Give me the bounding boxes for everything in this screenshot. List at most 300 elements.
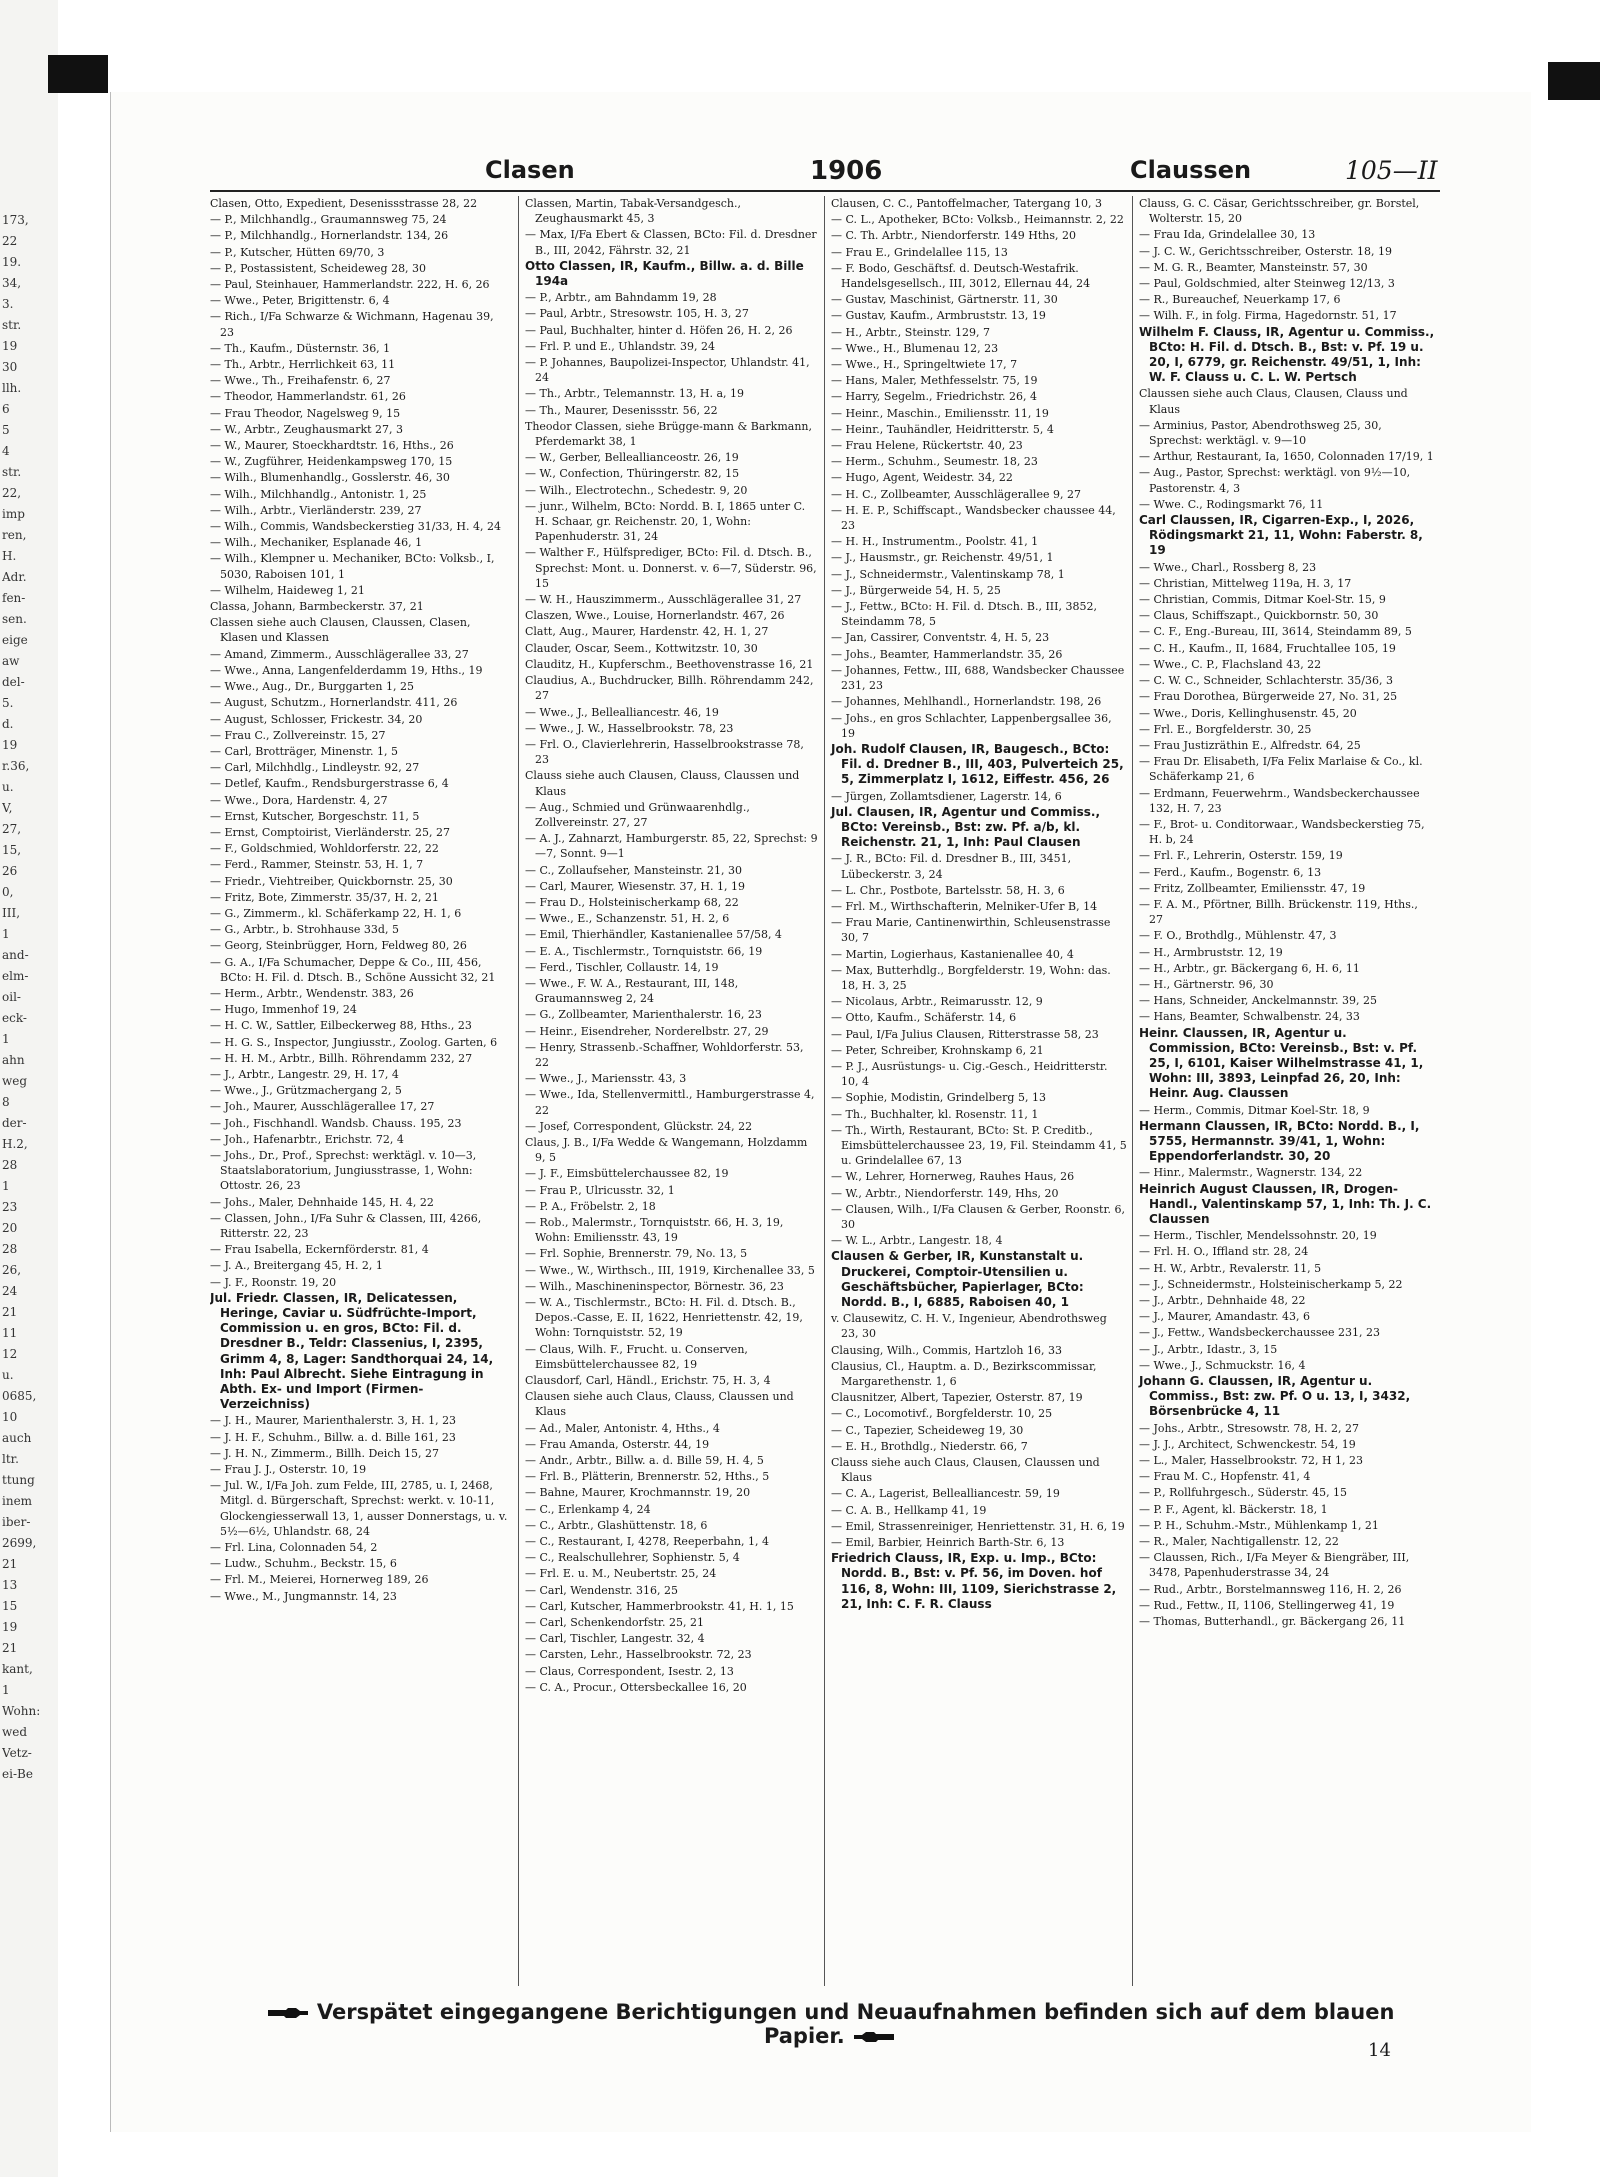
column-2 [518, 196, 821, 1986]
directory-entry: — C., Arbtr., Glashüttenstr. 18, 6 [525, 1518, 708, 1532]
directory-entry: — Frau Marie, Cantinenwirthin, Schleusenstrasse 30, 7 [831, 916, 1111, 945]
directory-entry: — R., Bureauchef, Neuerkamp 17, 6 [1139, 293, 1341, 307]
directory-entry: — Wwe., F. W. A., Restaurant, III, 148, Graumannsweg 2, 24 [525, 976, 739, 1006]
directory-entry: — Heinr., Tauhändler, Heidritterstr. 5, 4 [831, 422, 1054, 436]
directory-entry: — Fritz, Zollbeamter, Emiliensstr. 47, 19 [1139, 881, 1366, 895]
directory-entry: — Wwe., Doris, Kellinghusenstr. 45, 20 [1139, 706, 1357, 720]
directory-entry: — Frl. P. und E., Uhlandstr. 39, 24 [525, 339, 715, 353]
strip-fragment: del- [2, 675, 25, 689]
strip-fragment: 5 [2, 423, 10, 437]
header-right-name: Claussen [1130, 156, 1252, 184]
directory-entry: — Wilh., Milchhandlg., Antonistr. 1, 25 [210, 487, 427, 501]
page-header [210, 150, 1440, 190]
directory-entry: — P., Milchhandlg., Graumannsweg 75, 24 [210, 213, 447, 227]
directory-entry: — Frl. Sophie, Brennerstr. 79, No. 13, 5 [525, 1247, 748, 1261]
directory-entry: — J., Schneidermstr., Holsteinischerkamp 5, 22 [1139, 1277, 1403, 1291]
directory-entry: — Th., Arbtr., Herrlichkeit 63, 11 [210, 358, 396, 372]
directory-entry: — Heinr., Maschin., Emiliensstr. 11, 19 [831, 406, 1049, 420]
directory-entry: — F., Goldschmied, Wohldorferstr. 22, 22 [210, 842, 439, 856]
directory-entry: — C., Locomotivf., Borgfelderstr. 10, 25 [831, 1407, 1053, 1421]
directory-entry: — Herm., Schuhm., Seumestr. 18, 23 [831, 455, 1038, 469]
directory-entry: Jul. Clausen, IR, Agentur und Commiss., BCto: Vereinsb., Bst: zw. Pf. a/b, kl. Reichenstr. 21, 1, Inh: Paul Clausen [831, 804, 1101, 850]
directory-entry: — P., Postassistent, Scheideweg 28, 30 [210, 261, 427, 275]
directory-entry: — junr., Wilhelm, BCto: Nordd. B. I, 1865 unter C. H. Schaar, gr. Reichenstr. 20, 1, Wohn: Papenhuderstr. 31, 24 [525, 499, 806, 544]
directory-entry: Clasen, Otto, Expedient, Desenissstrasse 28, 22 [210, 197, 478, 210]
directory-entry: — Ludw., Schuhm., Beckstr. 15, 6 [210, 1557, 397, 1571]
directory-entry: — F. Bodo, Geschäftsf. d. Deutsch-Westafrik. Handelsgesellsch., III, 3012, Ellernau 44, 24 [831, 261, 1091, 291]
directory-entry: — Rud., Arbtr., Borstelmannsweg 116, H. 2, 26 [1139, 1582, 1402, 1596]
strip-fragment: 30 [2, 360, 18, 374]
directory-entry: — J., Fettw., Wandsbeckerchaussee 231, 23 [1139, 1326, 1381, 1340]
directory-entry: Jul. Friedr. Classen, IR, Delicatessen, Heringe, Caviar u. Südfrüchte-Import, Commission u. en gros, BCto: Fil. d. Dresdner B., Teldr: Classenius, I, 2395, Grimm 4, 8, Lager: Sandthorquai 24, 14, Inh: Paul Albrecht. Siehe Eintragung in Abth. Ex- und Import (Firmen-Verzeichniss) [210, 1290, 494, 1412]
directory-entry: — Frl. H. O., Iffland str. 28, 24 [1139, 1245, 1309, 1259]
strip-fragment: 8 [2, 1095, 10, 1109]
header-left-name: Clasen [485, 156, 575, 184]
directory-entry: — J. F., Roonstr. 19, 20 [210, 1275, 337, 1289]
directory-entry: — Johannes, Mehlhandl., Hornerlandstr. 198, 26 [831, 695, 1102, 709]
strip-fragment: 20 [2, 1221, 18, 1235]
directory-entry: — Bahne, Maurer, Krochmannstr. 19, 20 [525, 1486, 751, 1500]
directory-entry: — Wilh., Blumenhandlg., Gosslerstr. 46, 30 [210, 471, 450, 485]
directory-entry: — Sophie, Modistin, Grindelberg 5, 13 [831, 1091, 1046, 1105]
strip-fragment: ren, [2, 528, 27, 542]
strip-fragment: iber- [2, 1515, 31, 1529]
strip-fragment: 173, [2, 213, 29, 227]
directory-entry: — Hugo, Agent, Weidestr. 34, 22 [831, 471, 1013, 485]
directory-entry: — Claus, Correspondent, Isestr. 2, 13 [525, 1664, 734, 1678]
strip-fragment: d. [2, 717, 14, 731]
directory-entry: Clausen & Gerber, IR, Kunstanstalt u. Druckerei, Comptoir-Utensilien u. Geschäftsbücher, Papierlager, BCto: Nordd. B., I, 6885, Raboisen 40, 1 [831, 1249, 1084, 1310]
directory-entry: Johann G. Claussen, IR, Agentur u. Commiss., Bst: zw. Pf. O u. 13, I, 3432, Börsenbrücke 4, 11 [1139, 1374, 1411, 1419]
directory-entry: — W. L., Arbtr., Langestr. 18, 4 [831, 1234, 1003, 1248]
strip-fragment: 5. [2, 696, 14, 710]
directory-entry: — J., Arbtr., Dehnhaide 48, 22 [1139, 1294, 1306, 1308]
strip-fragment: inem [2, 1494, 33, 1508]
directory-entry: — C. A., Lagerist, Bellealliancestr. 59, 19 [831, 1487, 1060, 1501]
strip-fragment: llh. [2, 381, 22, 395]
directory-entry: — Henry, Strassenb.-Schaffner, Wohldorferstr. 53, 22 [525, 1040, 804, 1069]
directory-entry: — P., Arbtr., am Bahndamm 19, 28 [525, 291, 717, 305]
strip-fragment: 19 [2, 738, 18, 752]
directory-entry: — W., Maurer, Stoeckhardtstr. 16, Hths., 26 [210, 439, 454, 453]
directory-entry: — Peter, Schreiber, Krohnskamp 6, 21 [831, 1043, 1044, 1057]
strip-fragment: 26 [2, 864, 18, 878]
directory-entry: — Hugo, Immenhof 19, 24 [210, 1003, 357, 1017]
directory-entry: — Arminius, Pastor, Abendrothsweg 25, 30, Sprechst: werktägl. v. 9—10 [1139, 418, 1382, 448]
directory-entry: — Herm., Tischler, Mendelssohnstr. 20, 19 [1139, 1229, 1377, 1243]
directory-entry: — H., Armbruststr. 12, 19 [1139, 945, 1283, 959]
directory-entry: — Otto, Kaufm., Schäferstr. 14, 6 [831, 1011, 1017, 1025]
directory-entry: Wilhelm F. Clauss, IR, Agentur u. Commiss., BCto: H. Fil. d. Dtsch. B., Bst: v. Pf. 19 u. 20, I, 6779, gr. Reichenstr. 49/51, 1, Inh: W. F. Clauss u. C. L. W. Pertsch [1139, 324, 1435, 385]
directory-entry: — Carl, Tischler, Langestr. 32, 4 [525, 1632, 705, 1646]
directory-entry: — Emil, Strassenreiniger, Henriettenstr. 31, H. 6, 19 [831, 1519, 1125, 1533]
directory-entry: — Hans, Maler, Methfesselstr. 75, 19 [831, 374, 1038, 388]
strip-fragment: 6 [2, 402, 10, 416]
directory-entry: Otto Classen, IR, Kaufm., Billw. a. d. Bille 194a [525, 258, 804, 289]
directory-entry: — Johs., Maler, Dehnhaide 145, H. 4, 22 [210, 1195, 434, 1209]
directory-entry: Theodor Classen, siehe Brügge-mann & Barkmann, Pferdemarkt 38, 1 [525, 419, 813, 449]
directory-entry: — Carl, Milchhdlg., Lindleystr. 92, 27 [210, 761, 420, 775]
directory-entry: — Joh., Maurer, Ausschlägerallee 17, 27 [210, 1100, 435, 1114]
directory-entry: Claszen, Wwe., Louise, Hornerlandstr. 467, 26 [525, 609, 785, 623]
directory-entry: — H., Arbtr., gr. Bäckergang 6, H. 6, 11 [1139, 961, 1360, 975]
strip-fragment: Vetz- [2, 1746, 32, 1760]
directory-entry: — L. Chr., Postbote, Bartelsstr. 58, H. 3, 6 [831, 883, 1065, 897]
directory-entry: — Carl, Schenkendorfstr. 25, 21 [525, 1616, 704, 1630]
header-page-number: 105—II [1345, 156, 1438, 185]
directory-entry: — J., Arbtr., Langestr. 29, H. 17, 4 [210, 1067, 399, 1081]
strip-fragment: 15 [2, 1599, 18, 1613]
directory-entry: — W. H., Hauszimmerm., Ausschlägerallee 31, 27 [525, 593, 802, 607]
directory-entry: — F. O., Brothdlg., Mühlenstr. 47, 3 [1139, 929, 1337, 943]
directory-entry: Claudius, A., Buchdrucker, Billh. Röhrendamm 242, 27 [525, 674, 814, 703]
strip-fragment: 19 [2, 339, 18, 353]
directory-entry: — Wwe., J. W., Hasselbrookstr. 78, 23 [525, 721, 734, 735]
directory-entry: — Wwe., Th., Freihafenstr. 6, 27 [210, 374, 391, 388]
strip-fragment: 4 [2, 444, 10, 458]
directory-entry: — Frau Amanda, Osterstr. 44, 19 [525, 1437, 710, 1451]
directory-entry: — Frau E., Grindelallee 115, 13 [831, 245, 1008, 259]
directory-entry: — Carsten, Lehr., Hasselbrookstr. 72, 23 [525, 1648, 752, 1662]
directory-entry: Classen, Martin, Tabak-Versandgesch., Zeughausmarkt 45, 3 [525, 197, 741, 226]
strip-fragment: 24 [2, 1284, 18, 1298]
directory-entry: — Ferd., Tischler, Collaustr. 14, 19 [525, 960, 719, 974]
strip-fragment: 1 [2, 1683, 10, 1697]
directory-entry: — J. J., Architect, Schwenckestr. 54, 19 [1139, 1437, 1356, 1451]
directory-entry: Heinr. Claussen, IR, Agentur u. Commission, BCto: Vereinsb., Bst: v. Pf. 25, I, 6101, Kaiser Wilhelmstrasse 41, 1, Wohn: III, 3893, Leinpfad 26, 20, Inh: Heinr. Aug. Claussen [1139, 1025, 1424, 1101]
directory-entry: — Rob., Malermstr., Tornquiststr. 66, H. 3, 19, Wohn: Emiliensstr. 43, 19 [525, 1216, 784, 1245]
strip-fragment: ttung [2, 1473, 35, 1487]
header-year: 1906 [810, 156, 883, 186]
directory-columns [210, 196, 1440, 1986]
directory-entry: Clausen, C. C., Pantoffelmacher, Tatergang 10, 3 [831, 197, 1103, 210]
strip-fragment: 28 [2, 1242, 18, 1256]
directory-entry: Claus, J. B., I/Fa Wedde & Wangemann, Holzdamm 9, 5 [525, 1135, 808, 1165]
directory-entry: — Carl, Brotträger, Minenstr. 1, 5 [210, 744, 399, 758]
strip-fragment: 19 [2, 1620, 18, 1634]
directory-entry: — J. H. N., Zimmerm., Billh. Deich 15, 27 [210, 1446, 440, 1460]
directory-entry: — Erdmann, Feuerwehrm., Wandsbeckerchaussee 132, H. 7, 23 [1139, 786, 1420, 815]
directory-entry: — H. C., Zollbeamter, Ausschlägerallee 9, 27 [831, 487, 1081, 501]
directory-entry: — F., Brot- u. Conditorwaar., Wandsbeckerstieg 75, H. b, 24 [1139, 817, 1425, 847]
directory-entry: — Wwe., Ida, Stellenvermittl., Hamburgerstrasse 4, 22 [525, 1088, 815, 1117]
directory-entry: — Wwe., Peter, Brigittenstr. 6, 4 [210, 294, 390, 308]
directory-entry: — G., Zollbeamter, Marienthalerstr. 16, 23 [525, 1008, 762, 1022]
directory-entry: — Wilh., Maschineninspector, Börnestr. 36, 23 [525, 1279, 784, 1293]
directory-entry: v. Clausewitz, C. H. V., Ingenieur, Abendrothsweg 23, 30 [831, 1312, 1107, 1341]
scan-tab-marker [48, 55, 108, 93]
strip-fragment: Wohn: [2, 1704, 40, 1718]
directory-entry: — E. A., Tischlermstr., Tornquiststr. 66, 19 [525, 944, 763, 958]
directory-entry: — Max, I/Fa Ebert & Classen, BCto: Fil. d. Dresdner B., III, 2042, Fährstr. 32, 21 [525, 228, 817, 257]
directory-entry: — Martin, Logierhaus, Kastanienallee 40, 4 [831, 947, 1074, 961]
directory-entry: Clauditz, H., Kupferschm., Beethovenstrasse 16, 21 [525, 657, 814, 671]
directory-entry: — August, Schlosser, Frickestr. 34, 20 [210, 712, 423, 726]
directory-entry: — W., Lehrer, Hornerweg, Rauhes Haus, 26 [831, 1170, 1075, 1184]
directory-entry: — Johs., Arbtr., Stresowstr. 78, H. 2, 27 [1139, 1421, 1360, 1435]
directory-entry: — Emil, Thierhändler, Kastanienallee 57/58, 4 [525, 928, 782, 942]
strip-fragment: 2699, [2, 1536, 37, 1550]
directory-entry: — Wilh., Klempner u. Mechaniker, BCto: Volksb., I, 5030, Raboisen 101, 1 [210, 552, 495, 581]
strip-fragment: 15, [2, 843, 22, 857]
strip-fragment: 27, [2, 822, 22, 836]
directory-entry: — Wilh., Electrotechn., Schedestr. 9, 20 [525, 483, 748, 497]
directory-entry: — J., Hausmstr., gr. Reichenstr. 49/51, 1 [831, 551, 1054, 565]
directory-entry: — Thomas, Butterhandl., gr. Bäckergang 26, 11 [1139, 1615, 1406, 1629]
directory-entry: — Frau M. C., Hopfenstr. 41, 4 [1139, 1470, 1311, 1484]
directory-entry: — M. G. R., Beamter, Mansteinstr. 57, 30 [1139, 260, 1368, 274]
directory-entry: — H. W., Arbtr., Revalerstr. 11, 5 [1139, 1261, 1322, 1275]
directory-entry: — Wwe., C. P., Flachsland 43, 22 [1139, 657, 1322, 671]
directory-entry: — Frau Dr. Elisabeth, I/Fa Felix Marlaise & Co., kl. Schäferkamp 21, 6 [1139, 755, 1423, 784]
directory-entry: — Frau Ida, Grindelallee 30, 13 [1139, 228, 1316, 242]
directory-entry: — Herm., Arbtr., Wendenstr. 383, 26 [210, 986, 414, 1000]
strip-fragment: 22 [2, 234, 18, 248]
directory-entry: — Johannes, Fettw., III, 688, Wandsbecker Chaussee 231, 23 [831, 663, 1125, 693]
directory-entry: — August, Schutzm., Hornerlandstr. 411, 26 [210, 696, 458, 710]
strip-fragment: 21 [2, 1557, 18, 1571]
directory-entry: Clausen siehe auch Claus, Clauss, Claussen und Klaus [525, 1390, 794, 1419]
directory-entry: — Johs., Dr., Prof., Sprechst: werktägl. v. 10—3, Staatslaboratorium, Jungiusstrasse, 1, Wohn: Ottostr. 26, 23 [210, 1148, 477, 1193]
strip-fragment: 0685, [2, 1389, 37, 1403]
directory-entry: — H. G. S., Inspector, Jungiusstr., Zoolog. Garten, 6 [210, 1035, 498, 1049]
directory-entry: — F. A. M., Pförtner, Billh. Brückenstr. 119, Hths., 27 [1139, 897, 1418, 927]
directory-entry: — C. F., Eng.-Bureau, III, 3614, Steindamm 89, 5 [1139, 625, 1412, 639]
strip-fragment: 11 [2, 1326, 18, 1340]
directory-entry: — Th., Arbtr., Telemannstr. 13, H. a, 19 [525, 387, 745, 401]
directory-entry: — P. F., Agent, kl. Bäckerstr. 18, 1 [1139, 1502, 1328, 1516]
strip-fragment: and- [2, 948, 29, 962]
directory-entry: Claussen siehe auch Claus, Clausen, Clauss und Klaus [1139, 387, 1408, 416]
directory-entry: Friedrich Clauss, IR, Exp. u. Imp., BCto: Nordd. B., Bst: v. Pf. 56, im Doven. hof 116, 8, Wohn: III, 1109, Sierichstrasse 2, 21, Inh: C. F. R. Clauss [831, 1551, 1117, 1611]
directory-entry: — Josef, Correspondent, Glückstr. 24, 22 [525, 1119, 753, 1133]
directory-entry: — J., Arbtr., Idastr., 3, 15 [1139, 1342, 1278, 1356]
pointing-hand-icon [266, 2005, 310, 2021]
column-1 [210, 196, 510, 1986]
strip-fragment: 3. [2, 297, 14, 311]
strip-fragment: 23 [2, 1200, 18, 1214]
directory-entry: Hermann Claussen, IR, BCto: Nordd. B., I, 5755, Hermannstr. 39/41, 1, Wohn: Eppendorferlandstr. 30, 20 [1139, 1118, 1420, 1164]
directory-entry: — W., Gerber, Belleallianceostr. 26, 19 [525, 451, 739, 465]
directory-entry: — P. Johannes, Baupolizei-Inspector, Uhlandstr. 41, 24 [525, 356, 810, 385]
directory-entry: — Frau J. J., Osterstr. 10, 19 [210, 1463, 367, 1477]
directory-entry: — Rich., I/Fa Schwarze & Wichmann, Hagenau 39, 23 [210, 310, 494, 339]
directory-entry: — Wilh., Commis, Wandsbeckerstieg 31/33, H. 4, 24 [210, 520, 502, 534]
strip-fragment: 13 [2, 1578, 18, 1592]
strip-fragment: imp [2, 507, 25, 521]
directory-entry: Clauder, Oscar, Seem., Kottwitzstr. 10, 30 [525, 641, 758, 655]
directory-entry: — Christian, Commis, Ditmar Koel-Str. 15, 9 [1139, 593, 1386, 607]
strip-fragment: str. [2, 465, 22, 479]
directory-entry: — C. H., Kaufm., II, 1684, Fruchtallee 105, 19 [1139, 641, 1396, 655]
strip-fragment: eige [2, 633, 28, 647]
directory-entry: — Johs., Beamter, Hammerlandstr. 35, 26 [831, 647, 1063, 661]
directory-entry: Classa, Johann, Barmbeckerstr. 37, 21 [210, 600, 424, 614]
directory-entry: — Ferd., Rammer, Steinstr. 53, H. 1, 7 [210, 858, 424, 872]
strip-fragment: str. [2, 318, 22, 332]
directory-entry: — Wwe., Dora, Hardenstr. 4, 27 [210, 793, 388, 807]
directory-entry: — Frau Dorothea, Bürgerweide 27, No. 31, 25 [1139, 690, 1398, 704]
directory-entry: — Claussen, Rich., I/Fa Meyer & Biengräber, III, 3478, Papenhuderstrasse 34, 24 [1139, 1551, 1410, 1580]
directory-entry: — C. L., Apotheker, BCto: Volksb., Heimannstr. 2, 22 [831, 213, 1124, 227]
directory-entry: — Frl. E. u. M., Neubertstr. 25, 24 [525, 1567, 717, 1581]
directory-entry: — Heinr., Eisendreher, Norderelbstr. 27, 29 [525, 1024, 769, 1038]
directory-entry: Clausdorf, Carl, Händl., Erichstr. 75, H. 3, 4 [525, 1374, 771, 1388]
directory-entry: — H., Arbtr., Steinstr. 129, 7 [831, 325, 990, 339]
directory-entry: — Frau Helene, Rückertstr. 40, 23 [831, 439, 1023, 453]
directory-entry: — Wilhelm, Haideweg 1, 21 [210, 583, 365, 597]
directory-entry: — Frl. F., Lehrerin, Osterstr. 159, 19 [1139, 849, 1343, 863]
directory-entry: — Wwe., Charl., Rossberg 8, 23 [1139, 560, 1317, 574]
column-3 [824, 196, 1127, 1986]
strip-fragment: der- [2, 1116, 27, 1130]
directory-entry: — P. J., Ausrüstungs- u. Cig.-Gesch., Heidritterstr. 10, 4 [831, 1059, 1108, 1089]
directory-entry: — L., Maler, Hasselbrookstr. 72, H 1, 23 [1139, 1454, 1364, 1468]
strip-fragment: 10 [2, 1410, 18, 1424]
directory-entry: — Hinr., Malermstr., Wagnerstr. 134, 22 [1139, 1166, 1363, 1180]
directory-entry: — Wilh. F., in folg. Firma, Hagedornstr. 51, 17 [1139, 309, 1397, 323]
directory-entry: — Carl, Maurer, Wiesenstr. 37, H. 1, 19 [525, 879, 746, 893]
directory-entry: — Th., Kaufm., Düsternstr. 36, 1 [210, 341, 391, 355]
directory-entry: — Wwe. C., Rodingsmarkt 76, 11 [1139, 497, 1324, 511]
footer-banner-text: Verspätet eingegangene Berichtigungen und Neuaufnahmen befinden sich auf dem blauen Papier. [316, 2000, 1395, 2048]
directory-entry: Carl Claussen, IR, Cigarren-Exp., I, 2026, Rödingsmarkt 21, 11, Wohn: Faberstr. 8, 19 [1139, 513, 1423, 558]
strip-fragment: ahn [2, 1053, 25, 1067]
directory-entry: — Frl. Lina, Colonnaden 54, 2 [210, 1541, 378, 1555]
strip-fragment: sen. [2, 612, 27, 626]
directory-entry: Joh. Rudolf Clausen, IR, Baugesch., BCto: Fil. d. Dredner B., III, 403, Pulverteich 25, 5, Zimmerplatz I, 1612, Eiffestr. 456, 26 [831, 741, 1124, 787]
directory-entry: Clauss siehe auch Clausen, Clauss, Claussen und Klaus [525, 769, 800, 798]
directory-entry: — J. H., Maurer, Marienthalerstr. 3, H. 1, 23 [210, 1414, 457, 1428]
directory-entry: — Frl. M., Meierei, Hornerweg 189, 26 [210, 1573, 429, 1587]
directory-entry: — W. A., Tischlermstr., BCto: H. Fil. d. Dtsch. B., Depos.-Casse, E. II, 1622, Henriettenstr. 42, 19, Wohn: Tornquiststr. 52, 19 [525, 1296, 803, 1340]
directory-entry: — J. F., Eimsbüttelerchaussee 82, 19 [525, 1167, 729, 1181]
directory-entry: — Ernst, Comptoirist, Vierländerstr. 25, 27 [210, 825, 450, 839]
directory-entry: — P. H., Schuhm.-Mstr., Mühlenkamp 1, 21 [1139, 1518, 1379, 1532]
directory-entry: — Friedr., Viehtreiber, Quickbornstr. 25, 30 [210, 874, 453, 888]
directory-entry: — H. H. M., Arbtr., Billh. Röhrendamm 232, 27 [210, 1051, 473, 1065]
strip-fragment: 28 [2, 1158, 18, 1172]
directory-entry: — P. A., Fröbelstr. 2, 18 [525, 1199, 656, 1213]
directory-entry: — Wwe., W., Wirthsch., III, 1919, Kirchenallee 33, 5 [525, 1263, 815, 1277]
directory-entry: — Wwe., E., Schanzenstr. 51, H. 2, 6 [525, 912, 730, 926]
directory-entry: — Paul, I/Fa Julius Clausen, Ritterstrasse 58, 23 [831, 1027, 1099, 1041]
directory-entry: — Paul, Buchhalter, hinter d. Höfen 26, H. 2, 26 [525, 323, 793, 337]
directory-entry: — Frau Theodor, Nagelsweg 9, 15 [210, 406, 401, 420]
directory-entry: — Frau P., Ulricusstr. 32, 1 [525, 1183, 675, 1197]
directory-entry: Clausing, Wilh., Commis, Hartzloh 16, 33 [831, 1343, 1062, 1357]
directory-entry: — Wwe., J., Schmuckstr. 16, 4 [1139, 1358, 1306, 1372]
strip-fragment: V, [2, 801, 13, 815]
directory-entry: — E. H., Brothdlg., Niederstr. 66, 7 [831, 1439, 1028, 1453]
directory-entry: — Th., Buchhalter, kl. Rosenstr. 11, 1 [831, 1107, 1039, 1121]
directory-entry: — Harry, Segelm., Friedrichstr. 26, 4 [831, 390, 1038, 404]
directory-entry: — H. C. W., Sattler, Eilbeckerweg 88, Hths., 23 [210, 1019, 472, 1033]
directory-entry: — Johs., en gros Schlachter, Lappenbergsallee 36, 19 [831, 711, 1112, 740]
directory-entry: — Jan, Cassirer, Conventstr. 4, H. 5, 23 [831, 631, 1050, 645]
directory-entry: — C., Erlenkamp 4, 24 [525, 1502, 651, 1516]
directory-entry: — Jürgen, Zollamtsdiener, Lagerstr. 14, 6 [831, 789, 1062, 803]
directory-entry: Clatt, Aug., Maurer, Hardenstr. 42, H. 1, 27 [525, 625, 769, 639]
directory-entry: — J., Bürgerweide 54, H. 5, 25 [831, 583, 1001, 597]
strip-fragment: wed [2, 1725, 28, 1739]
directory-entry: — J. A., Breitergang 45, H. 2, 1 [210, 1259, 383, 1273]
directory-entry: — Georg, Steinbrügger, Horn, Feldweg 80, 26 [210, 939, 467, 953]
directory-entry: — Clausen, Wilh., I/Fa Clausen & Gerber, Roonstr. 6, 30 [831, 1202, 1125, 1231]
directory-entry: — C. Th. Arbtr., Niendorferstr. 149 Hths, 20 [831, 229, 1076, 243]
directory-entry: — C. A. B., Hellkamp 41, 19 [831, 1503, 987, 1517]
directory-entry: — Emil, Barbier, Heinrich Barth-Str. 6, 13 [831, 1536, 1065, 1550]
directory-entry: — Gustav, Maschinist, Gärtnerstr. 11, 30 [831, 293, 1058, 307]
directory-entry: — Wwe., Anna, Langenfelderdamm 19, Hths., 19 [210, 663, 483, 677]
strip-fragment: 34, [2, 276, 22, 290]
strip-fragment: 26, [2, 1263, 22, 1277]
directory-entry: — Paul, Steinhauer, Hammerlandstr. 222, H. 6, 26 [210, 278, 490, 292]
footer-banner [230, 2000, 1430, 2048]
strip-fragment: u. [2, 780, 14, 794]
directory-entry: — W., Confection, Thüringerstr. 82, 15 [525, 467, 740, 481]
directory-entry: Heinrich August Claussen, IR, Drogen-Handl., Valentinskamp 57, 1, Inh: Th. J. C. Claussen [1139, 1181, 1432, 1226]
strip-fragment: r.36, [2, 759, 30, 773]
strip-fragment: ltr. [2, 1452, 19, 1466]
directory-entry: — W., Arbtr., Niendorferstr. 149, Hhs, 20 [831, 1186, 1059, 1200]
directory-entry: — Hans, Schneider, Anckelmannstr. 39, 25 [1139, 994, 1377, 1008]
directory-entry: Clausius, Cl., Hauptm. a. D., Bezirkscommissar, Margarethenstr. 1, 6 [831, 1359, 1097, 1389]
adjacent-page-strip [2, 210, 40, 2010]
directory-entry: — C., Realschullehrer, Sophienstr. 5, 4 [525, 1551, 740, 1565]
directory-entry: — Amand, Zimmerm., Ausschlägerallee 33, 27 [210, 647, 469, 661]
strip-fragment: H. [2, 549, 17, 563]
directory-entry: — Hans, Beamter, Schwalbenstr. 24, 33 [1139, 1010, 1360, 1024]
directory-entry: — Wwe., H., Blumenau 12, 23 [831, 341, 999, 355]
strip-fragment: III, [2, 906, 21, 920]
directory-entry: Clauss, G. C. Cäsar, Gerichtsschreiber, gr. Borstel, Wolterstr. 15, 20 [1139, 197, 1420, 226]
strip-fragment: 21 [2, 1305, 18, 1319]
directory-entry: — Frl. O., Clavierlehrerin, Hasselbrookstrasse 78, 23 [525, 737, 804, 767]
directory-entry: — Wwe., Aug., Dr., Burggarten 1, 25 [210, 680, 414, 694]
strip-fragment: 0, [2, 885, 14, 899]
directory-entry: — Gustav, Kaufm., Armbruststr. 13, 19 [831, 309, 1046, 323]
strip-fragment: 1 [2, 1032, 10, 1046]
directory-entry: — Carl, Kutscher, Hammerbrookstr. 41, H. 1, 15 [525, 1599, 794, 1613]
strip-fragment: auch [2, 1431, 32, 1445]
directory-entry: — P., Milchhandlg., Hornerlandstr. 134, 26 [210, 229, 449, 243]
directory-entry: — P., Kutscher, Hütten 69/70, 3 [210, 245, 385, 259]
strip-fragment: 12 [2, 1347, 18, 1361]
directory-entry: — P., Rollfuhrgesch., Süderstr. 45, 15 [1139, 1486, 1348, 1500]
directory-entry: — A. J., Zahnarzt, Hamburgerstr. 85, 22, Sprechst: 9—7, Sonnt. 9—1 [525, 832, 818, 861]
directory-entry: — Joh., Fischhandl. Wandsb. Chauss. 195, 23 [210, 1116, 462, 1130]
directory-entry: — Frl. E., Borgfelderstr. 30, 25 [1139, 722, 1312, 736]
directory-entry: — Detlef, Kaufm., Rendsburgerstrasse 6, 4 [210, 777, 449, 791]
strip-fragment: weg [2, 1074, 28, 1088]
directory-entry: — C. W. C., Schneider, Schlachterstr. 35/36, 3 [1139, 674, 1393, 688]
directory-entry: — J., Fettw., BCto: H. Fil. d. Dtsch. B., III, 3852, Steindamm 78, 5 [831, 600, 1097, 629]
directory-entry: — Arthur, Restaurant, Ia, 1650, Colonnaden 17/19, 1 [1139, 450, 1434, 464]
directory-entry: — Ad., Maler, Antonistr. 4, Hths., 4 [525, 1421, 720, 1435]
directory-entry: — Max, Butterhdlg., Borgfelderstr. 19, Wohn: das. 18, H. 3, 25 [831, 963, 1111, 992]
directory-entry: — Christian, Mittelweg 119a, H. 3, 17 [1139, 576, 1352, 590]
directory-entry: — W., Arbtr., Zeughausmarkt 27, 3 [210, 422, 404, 436]
directory-entry: — J. H. F., Schuhm., Billw. a. d. Bille 161, 23 [210, 1430, 456, 1444]
header-rule [210, 190, 1440, 192]
directory-entry: — Frau Justizräthin E., Alfredstr. 64, 25 [1139, 738, 1361, 752]
directory-entry: — W., Zugführer, Heidenkampsweg 170, 15 [210, 455, 453, 469]
directory-entry: — Paul, Goldschmied, alter Steinweg 12/13, 3 [1139, 277, 1395, 291]
strip-fragment: fen- [2, 591, 26, 605]
directory-entry: — Nicolaus, Arbtr., Reimarusstr. 12, 9 [831, 995, 1043, 1009]
directory-entry: — Walther F., Hülfsprediger, BCto: Fil. d. Dtsch. B., Sprechst: Mont. u. Donnerst. v. 6—7, Süderstr. 96, 15 [525, 546, 817, 590]
